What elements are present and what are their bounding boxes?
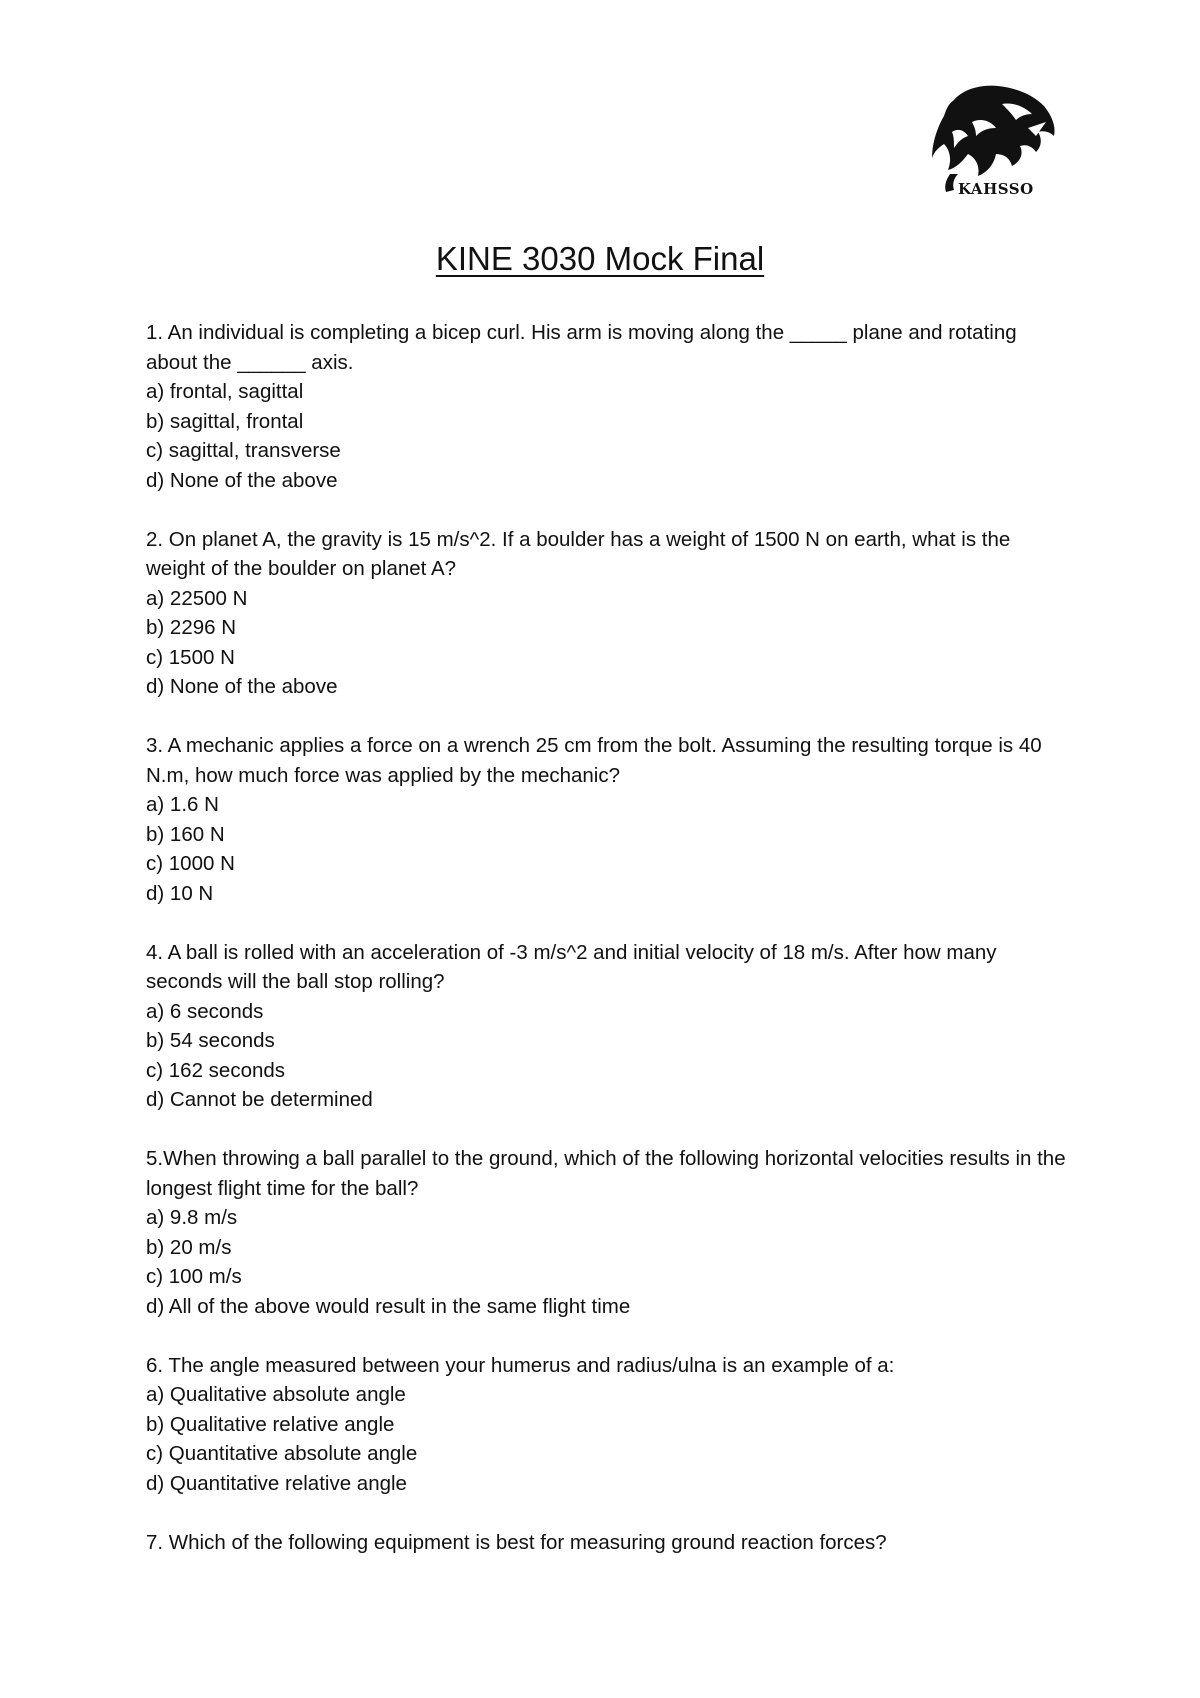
- answer-option: c) 1000 N: [146, 852, 235, 875]
- answer-option: d) Quantitative relative angle: [146, 1471, 407, 1495]
- answer-option: a) 22500 N: [146, 586, 248, 610]
- page-title: KINE 3030 Mock Final: [435, 240, 765, 277]
- answer-option: b) 20 m/s: [146, 1235, 232, 1259]
- question-text: 4. A ball is rolled with an acceleration of -3 m/s^2 and initial velocity of 18 m/s. After how many seconds will the ball stop rolling?: [146, 940, 997, 993]
- question-5: [146, 1144, 1066, 1321]
- question-text: 7. Which of the following equipment is best for measuring ground reaction forces?: [146, 1530, 887, 1554]
- question-3: [146, 731, 1066, 908]
- answer-option: b) Qualitative relative angle: [146, 1412, 395, 1436]
- answer-option: b) 54 seconds: [146, 1029, 275, 1052]
- answer-option: d) 10 N: [146, 881, 214, 905]
- answer-option: c) 100 m/s: [146, 1265, 242, 1288]
- question-1: [146, 318, 1066, 495]
- logo-text: KAHSSO: [958, 180, 1034, 198]
- question-7: [146, 1528, 1066, 1558]
- answer-option: d) None of the above: [146, 675, 338, 698]
- question-list: [146, 318, 1066, 1587]
- question-text: 1. An individual is completing a bicep curl. His arm is moving along the _____ plane and rotating about the ______ axis.: [146, 321, 1017, 374]
- question-text: 2. On planet A, the gravity is 15 m/s^2. If a boulder has a weight of 1500 N on earth, what is the weight of the boulder on planet A?: [146, 527, 1011, 580]
- answer-option: a) 6 seconds: [146, 999, 264, 1023]
- answer-option: c) 1500 N: [146, 645, 235, 669]
- answer-option: b) sagittal, frontal: [146, 409, 304, 433]
- answer-option: b) 2296 N: [146, 616, 237, 639]
- question-4: [146, 938, 1066, 1115]
- answer-option: d) None of the above: [146, 468, 338, 492]
- answer-option: a) frontal, sagittal: [146, 380, 304, 403]
- answer-option: a) 9.8 m/s: [146, 1206, 238, 1229]
- answer-option: c) Quantitative absolute angle: [146, 1442, 418, 1465]
- question-text: 5.When throwing a ball parallel to the ground, which of the following horizontal velocities results in the longest flight time for the ball?: [146, 1147, 1066, 1200]
- answer-option: a) Qualitative absolute angle: [146, 1383, 406, 1406]
- answer-option: b) 160 N: [146, 822, 225, 846]
- answer-option: c) sagittal, transverse: [146, 439, 341, 462]
- question-2: [146, 525, 1066, 702]
- question-text: 6. The angle measured between your humerus and radius/ulna is an example of a:: [146, 1353, 895, 1377]
- answer-option: a) 1.6 N: [146, 793, 219, 816]
- question-6: [146, 1351, 1066, 1499]
- answer-option: d) Cannot be determined: [146, 1088, 373, 1111]
- answer-option: d) All of the above would result in the same flight time: [146, 1294, 631, 1318]
- question-text: 3. A mechanic applies a force on a wrench 25 cm from the bolt. Assuming the resulting torque is 40 N.m, how much force was applied by the mechanic?: [146, 734, 1042, 787]
- answer-option: c) 162 seconds: [146, 1058, 286, 1082]
